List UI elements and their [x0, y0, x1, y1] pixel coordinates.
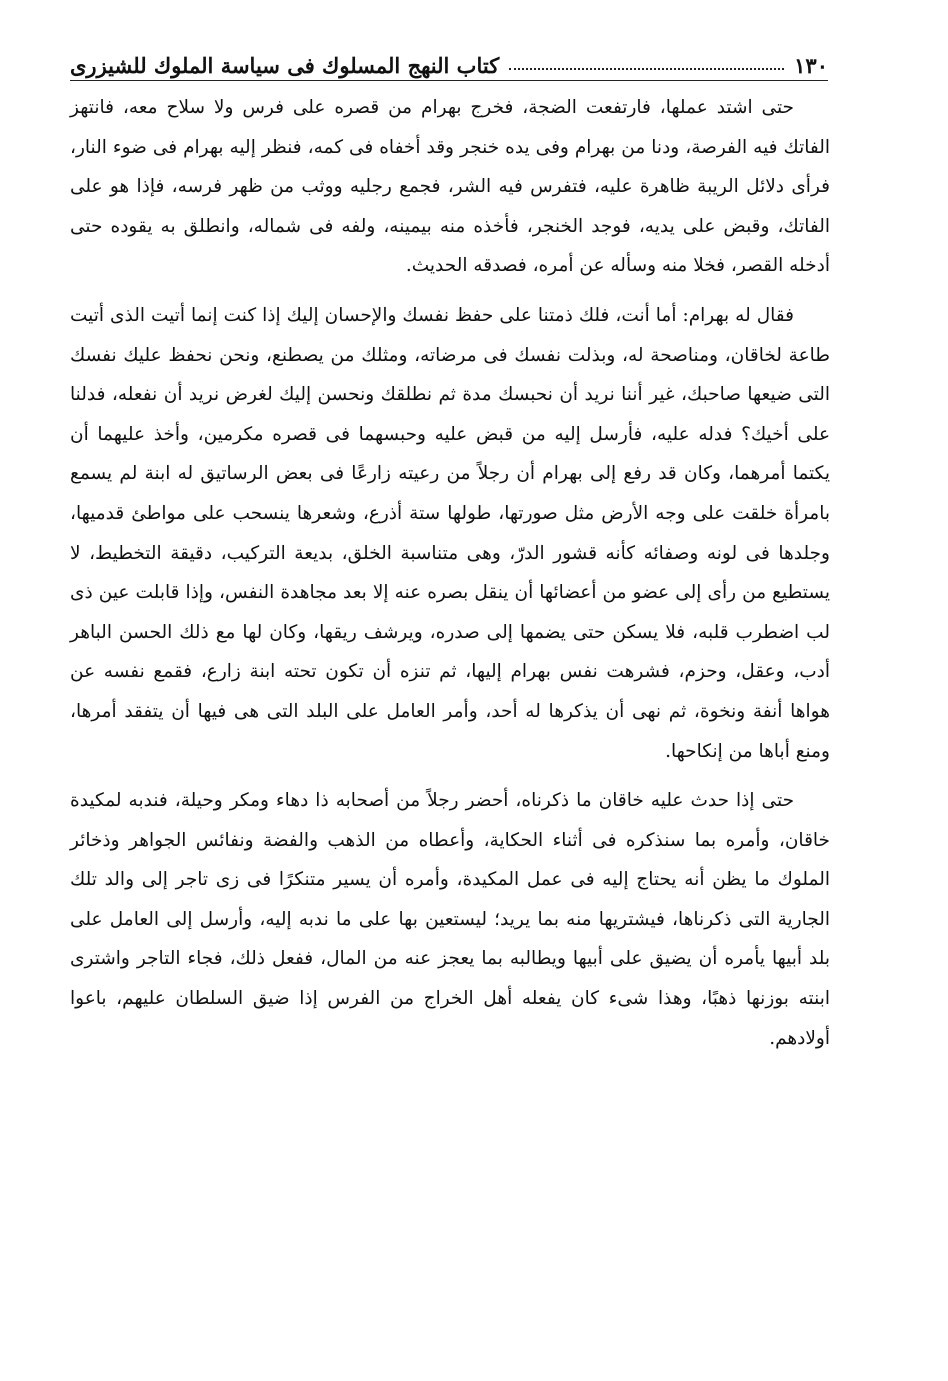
page-number: ١٣٠: [794, 53, 828, 78]
page-body: [70, 88, 830, 1288]
page-header: [70, 38, 828, 78]
paragraph: فقال له بهرام: أما أنت، فلك ذمتنا على حفظ نفسك والإحسان إليك إذا كنت إنما أتيت الذى أتيت طاعة لخاقان، ومناصحة له، وبذلت نفسك فى مرضاته، ومثلك من يصطنع، ونحن نحفظ عليك نفسك التى ضيعها صاحبك، غير أننا نريد أن نحبسك مدة ثم نطلقك ونحسن إليك لغرض نريد أن نفعله، فدلنا على أخيك؟ فدله عليه، فأرسل إليه من قبض عليه وحبسهما فى قصره مكرمين، وأخذ عليهما أن يكتما أمرهما، وكان قد رفع إلى بهرام أن رجلاً من رعيته زارعًا فى بعض الرساتيق له ابنة لم يسمع بامرأة خلقت على وجه الأرض مثل صورتها، طولها ستة أذرع، وشعرها ينسحب على مواطئ قدميها، وجلدها فى لونه وصفائه كأنه قشور الدرّ، وهى متناسبة الخلق، بديعة التركيب، دقيقة التخطيط، لا يستطيع من رأى إلى عضو من أعضائها أن ينقل بصره عنه إلا بعد مجاهدة النفس، وإذا قابلت عين ذى لب اضطرب قلبه، فلا يسكن حتى يضمها إلى صدره، ويرشف ريقها، وكان لها مع ذلك الحسن الباهر أدب، وعقل، وحزم، فشرهت نفس بهرام إليها، ثم تنزه أن تكون تحته ابنة زارع، فقمع نفسه عن هواها أنفة ونخوة، ثم نهى أن يذكرها له أحد، وأمر العامل على البلد التى هى فيها أن يتفقد أمرها، ومنع أباها من إنكاحها.: [70, 304, 830, 762]
paragraph: حتى اشتد عملها، فارتفعت الضجة، فخرج بهرام من قصره على فرس ولا سلاح معه، فانتهز الفاتك فيه الفرصة، ودنا من بهرام وفى يده خنجر وقد أخفاه فى كمه، فنظر إليه بهرام فى ضوء النار، فرأى دلائل الريبة ظاهرة عليه، فتفرس فيه الشر، فجمع رجليه ووثب من ظهر فرسه، فإذا هو على الفاتك، وقبض على يديه، فوجد الخنجر، فأخذه منه بيمينه، ولفه فى شماله، وانطلق به يقوده حتى أدخله القصر، فخلا منه وسأله عن أمره، فصدقه الحديث.: [70, 97, 830, 277]
book-title: كتاب النهج المسلوك فى سياسة الملوك للشيزرى: [70, 53, 500, 78]
paragraph: حتى إذا حدث عليه خاقان ما ذكرناه، أحضر رجلاً من أصحابه ذا دهاء ومكر وحيلة، فندبه لمكيدة خاقان، وأمره بما سنذكره فى أثناء الحكاية، وأعطاه من الذهب والفضة ونفائس الجواهر وذخائر الملوك ما يظن أنه يحتاج إليه فى عمل المكيدة، وأمره أن يسير متنكرًا فى زى تاجر إلى والد تلك الجارية التى ذكرناها، فيشتريها منه بما يريد؛ ليستعين بها على ما ندبه إليه، وأرسل إلى العامل على بلد أبيها يأمره أن يضيق على أبيها ويطالبه بما يعجز عنه من المال، ففعل ذلك، فجاء التاجر واشترى ابنته بوزنها ذهبًا، وهذا شىء كان يفعله أهل الخراج من الفرس إذا ضيق السلطان عليهم، باعوا أولادهم.: [70, 790, 830, 1049]
header-dot-leader: [509, 67, 784, 70]
header-rule: [70, 80, 828, 81]
